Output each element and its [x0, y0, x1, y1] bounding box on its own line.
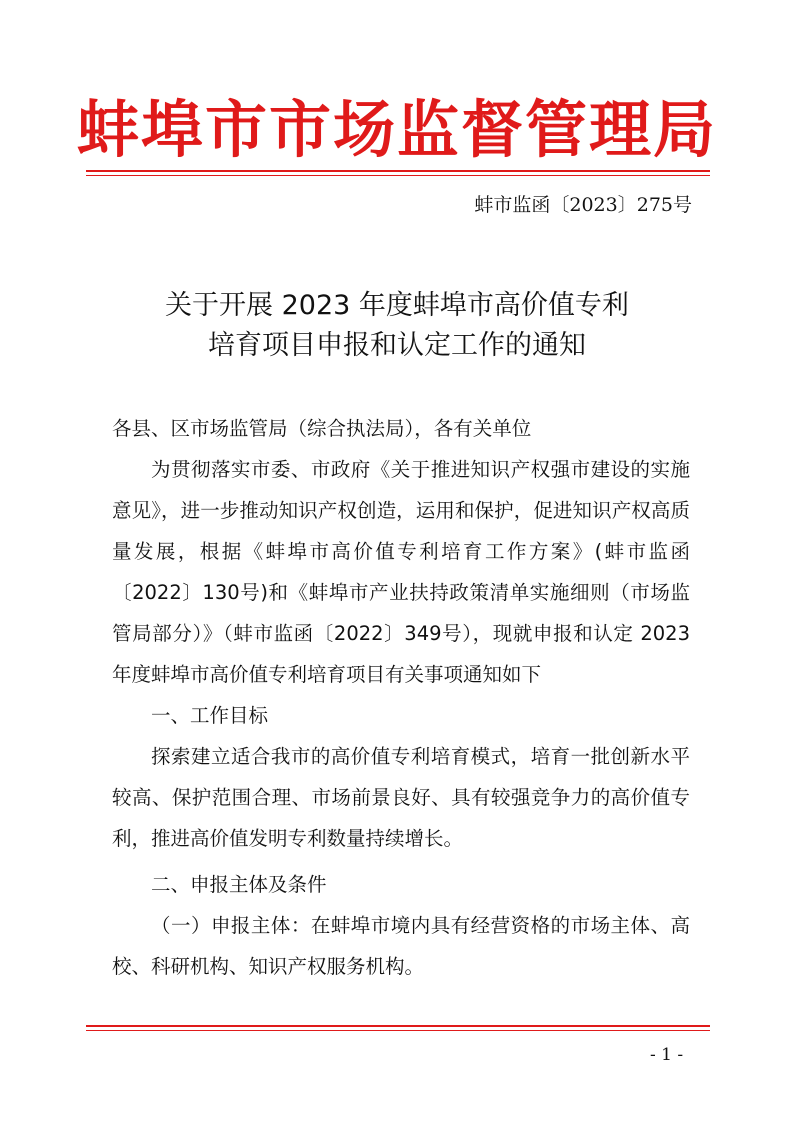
footer-red-rule [86, 1025, 710, 1027]
section-heading-1: 一、工作目标 [151, 704, 269, 727]
document-title-line-2: 培育项目申报和认定工作的通知 [208, 330, 586, 361]
letterhead-red-rule [86, 170, 710, 172]
footer-red-rule-thin [86, 1030, 710, 1031]
goal-paragraph: 探索建立适合我市的高价值专利培育模式，培育一批创新水平较高、保护范围合理、市场前景良好、具有较强竞争力的高价值专利，推进高价值发明专利数量持续增长。 [112, 745, 690, 850]
section-heading-2: 二、申报主体及条件 [151, 873, 327, 896]
agency-letterhead: 蚌埠市市场监督管理局 [76, 93, 717, 166]
addressee: 各县、区市场监管局（综合执法局），各有关单位 [112, 417, 532, 440]
letterhead-red-rule-thin [86, 175, 710, 176]
document-number: 蚌市监函〔2023〕275号 [474, 194, 692, 216]
document-title-line-1: 关于开展 2023 年度蚌埠市高价值专利 [165, 290, 629, 321]
page-number: - 1 - [650, 1045, 684, 1065]
document-body [112, 408, 690, 987]
intro-paragraph: 为贯彻落实市委、市政府《关于推进知识产权强市建设的实施意见》，进一步推动知识产权创造，运用和保护，促进知识产权高质量发展，根据《蚌埠市高价值专利培育工作方案》(蚌市监函〔2022〕130号)和《蚌埠市产业扶持政策清单实施细则（市场监管局部分）》（蚌市监函〔2022〕349号），现就申报和认定 2023 年度蚌埠市高价值专利培育项目有关事项通知如下 [112, 458, 690, 686]
subject-paragraph: （一）申报主体：在蚌埠市境内具有经营资格的市场主体、高校、科研机构、知识产权服务机构。 [112, 914, 690, 978]
